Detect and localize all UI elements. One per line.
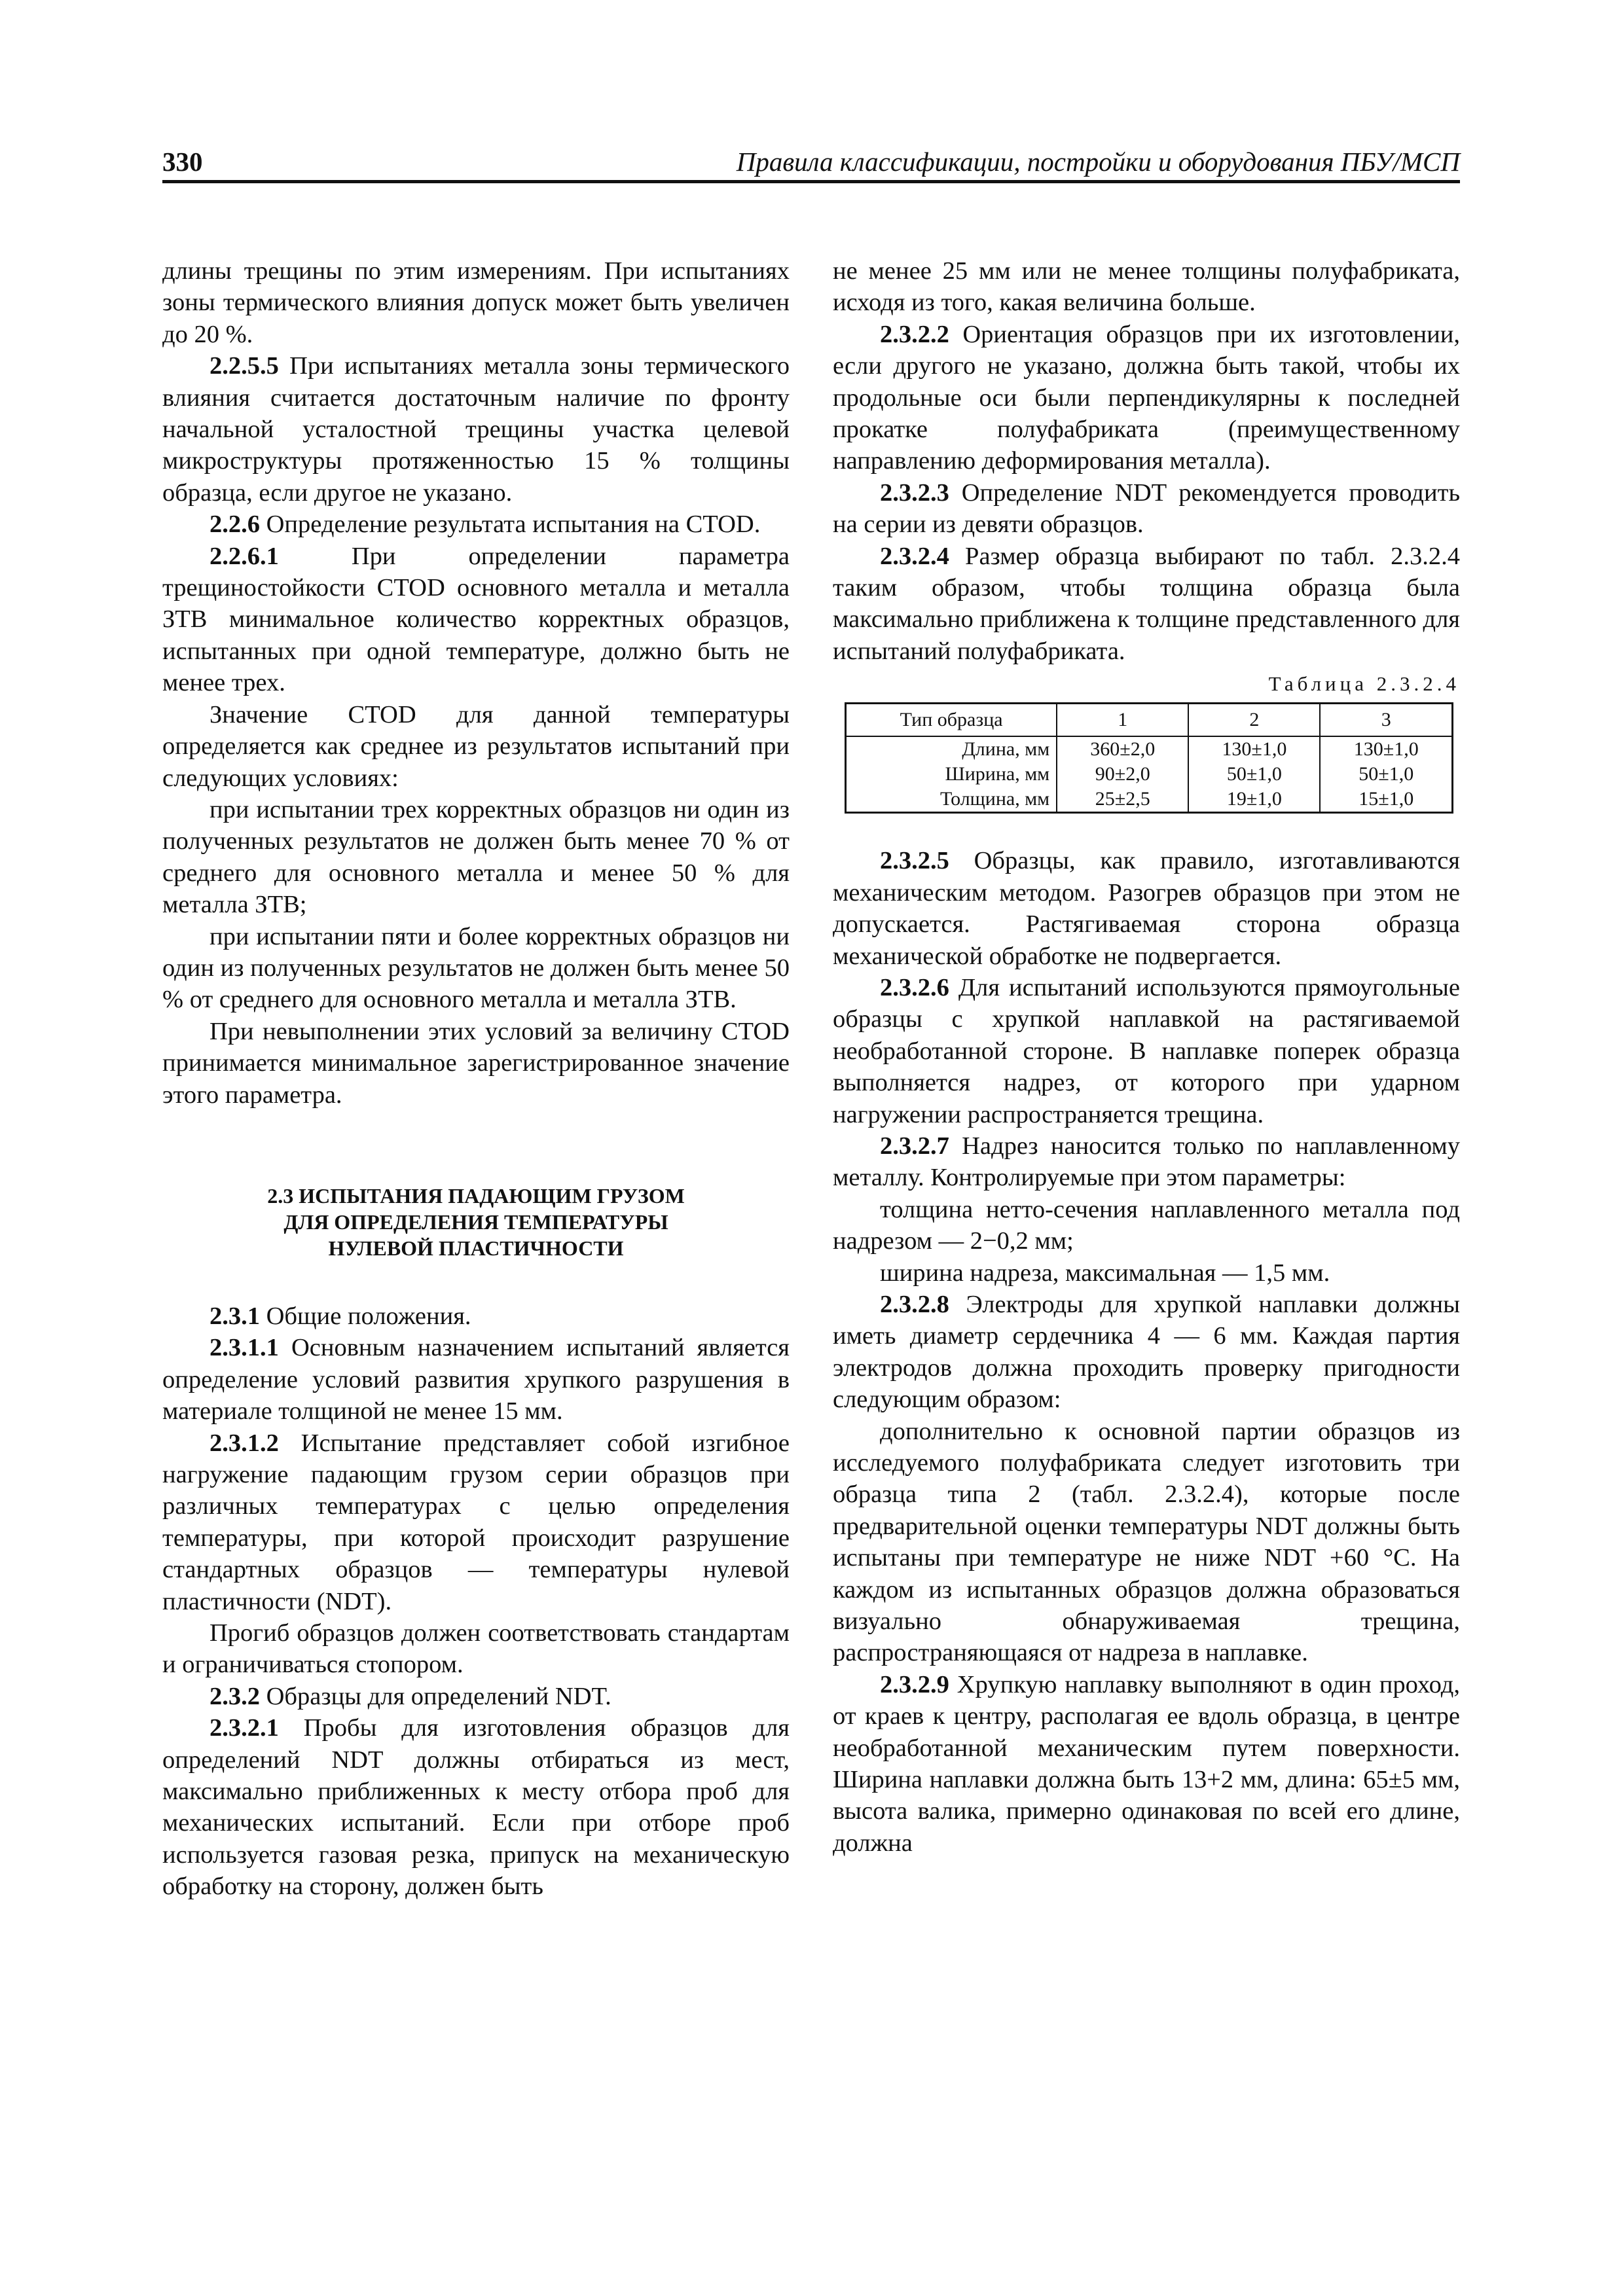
paragraph-text: Общие положения. (260, 1302, 471, 1330)
clause-number: 2.3.2.5 (880, 847, 949, 875)
paragraph: не менее 25 мм или не менее толщины полуфабриката, исходя из того, какая величина больше. (833, 257, 1460, 317)
running-title: Правила классификации, постройки и оборудования ПБУ/МСП (736, 147, 1460, 177)
clause-number: 2.3.2.8 (880, 1290, 949, 1318)
section-title-line: НУЛЕВОЙ ПЛАСТИЧНОСТИ (328, 1236, 624, 1260)
paragraph-text: Образцы для определений NDT. (260, 1682, 611, 1710)
spacer (833, 814, 1460, 845)
paragraph-text: Надрез наносится только по наплавленному металлу. Контролируемые при этом параметры: (833, 1132, 1460, 1192)
paragraph-text: Образцы, как правило, изготавливаются механическим методом. Разогрев образцов при этом не допускается. Растягиваемая сторона образца механической обработке не подвергается. (833, 847, 1460, 970)
clause-number: 2.3.2.1 (210, 1714, 279, 1742)
clause-number: 2.2.6.1 (210, 542, 279, 570)
table-cell: 130±1,0 (1188, 736, 1320, 762)
section-number: 2.3 (267, 1183, 294, 1208)
section-title-line: ДЛЯ ОПРЕДЕЛЕНИЯ ТЕМПЕРАТУРЫ (283, 1210, 668, 1234)
paragraph: Прогиб образцов должен соответствовать стандартам и ограничиваться стопором. (162, 1619, 790, 1679)
page-header (162, 141, 1460, 183)
paragraph: Значение CTOD для данной температуры определяется как среднее из результатов испытаний при следующих условиях: (162, 700, 790, 792)
paragraph-text: Испытание представляет собой изгибное нагружение падающим грузом серии образцов при различных температурах с целью определения температуры, при которой происходит разрушение стандартных образцов — температуры нулевой пластичности (NDT). (162, 1429, 790, 1615)
clause-number: 2.3.1 (210, 1302, 260, 1330)
table-cell: 50±1,0 (1188, 762, 1320, 787)
clause-number: 2.3.2 (210, 1682, 260, 1710)
paragraph-text: При определении параметра трещиностойкости CTOD основного металла и металла ЗТВ минимальное количество корректных образцов, испытанных при одной температуре, должно быть не менее трех. (162, 542, 790, 697)
table-row (846, 787, 1453, 813)
paragraph (162, 1681, 790, 1712)
clause-number: 2.3.1.2 (210, 1429, 279, 1457)
paragraph-text: Основным назначением испытаний является определение условий развития хрупкого разрушения в материале толщиной не менее 15 мм. (162, 1334, 790, 1426)
paragraph (162, 1712, 790, 1902)
paragraph: при испытании трех корректных образцов ни один из полученных результатов не должен быть менее 70 % от среднего для основного металла и менее 50 % для металла ЗТВ; (162, 795, 790, 919)
clause-number: 2.3.2.2 (880, 320, 949, 348)
table-cell: 25±2,5 (1057, 787, 1188, 813)
paragraph: ширина надреза, максимальная — 1,5 мм. (880, 1259, 1330, 1287)
clause-number: 2.3.2.6 (880, 973, 949, 1001)
paragraph (162, 509, 790, 540)
paragraph (833, 1669, 1460, 1859)
paragraph (833, 541, 1460, 668)
document-page (162, 141, 1460, 2189)
spacer (162, 1111, 790, 1183)
paragraph-text: Размер образца выбирают по табл. 2.3.2.4 таким образом, чтобы толщина образца была максимально приближена к толщине представленного для испытаний полуфабриката. (833, 542, 1460, 665)
table-cell: 360±2,0 (1057, 736, 1188, 762)
paragraph (162, 1332, 790, 1427)
table-row-label: Толщина, мм (846, 787, 1057, 813)
paragraph (833, 845, 1460, 972)
paragraph-text: Определение результата испытания на CTOD. (260, 511, 761, 539)
paragraph-text: Для испытаний используются прямоугольные образцы с хрупкой наплавкой на растягиваемой необработанной стороне. В наплавке поперек образца выполняется надрез, от которого при ударном нагружении распространяется трещина. (833, 973, 1460, 1128)
paragraph-text: Хрупкую наплавку выполняют в один проход, от краев к центру, располагая ее вдоль образца, в центре необработанной механическим путем поверхности. Ширина наплавки должна быть 13+2 мм, длина: 65±5 мм, высота валика, примерно одинаковая по всей его длине, должна (833, 1670, 1460, 1857)
paragraph: дополнительно к основной партии образцов из исследуемого полуфабриката следует изготовить три образца типа 2 (табл. 2.3.2.4), которые после предварительной оценки температуры NDT должны быть испытаны при температуре не ниже NDT +60 °C. На каждом из испытанных образцов должна образоваться визуально обнаруживаемая трещина, распространяющаяся от надреза в наплавке. (833, 1417, 1460, 1667)
table-header-cell: 2 (1188, 704, 1320, 737)
right-column (833, 255, 1460, 1859)
clause-number: 2.2.5.5 (210, 352, 279, 380)
paragraph: длины трещины по этим измерениям. При испытаниях зоны термического влияния допуск может быть увеличен до 20 %. (162, 257, 790, 348)
table-row-label: Длина, мм (846, 736, 1057, 762)
paragraph (833, 972, 1460, 1130)
table-cell: 15±1,0 (1320, 787, 1452, 813)
paragraph-text: Пробы для изготовления образцов для определений NDT должны отбираться из мест, максимально приближенных к месту отбора проб для механических испытаний. Если при отборе проб используется газовая резка, припуск на механическую обработку на сторону, должен быть (162, 1714, 790, 1901)
spacer (162, 1261, 790, 1300)
table-header-row (846, 704, 1453, 737)
table-header-cell: Тип образца (846, 704, 1057, 737)
paragraph-text: При испытаниях металла зоны термического влияния считается достаточным наличие по фронту начальной усталостной трещины участка целевой микроструктуры протяженностью 15 % толщины образца, если другое не указано. (162, 352, 790, 507)
paragraph: толщина нетто-сечения наплавленного металла под надрезом — 2−0,2 мм; (833, 1195, 1460, 1255)
table-cell: 50±1,0 (1320, 762, 1452, 787)
clause-number: 2.3.1.1 (210, 1334, 279, 1362)
table-row (846, 736, 1453, 762)
specimen-size-table (845, 702, 1453, 814)
paragraph (162, 350, 790, 509)
paragraph (833, 1130, 1460, 1194)
table-caption: Таблица 2.3.2.4 (1268, 672, 1460, 696)
table-cell: 19±1,0 (1188, 787, 1320, 813)
section-title (162, 1183, 790, 1209)
paragraph-text: Электроды для хрупкой наплавки должны иметь диаметр сердечника 4 — 6 мм. Каждая партия электродов должна проходить проверку пригодности следующим образом: (833, 1290, 1460, 1414)
clause-number: 2.3.2.3 (880, 478, 949, 507)
clause-number: 2.3.2.4 (880, 542, 949, 570)
clause-number: 2.3.2.9 (880, 1670, 949, 1698)
paragraph (833, 477, 1460, 541)
left-column (162, 255, 790, 1903)
paragraph (162, 1427, 790, 1617)
clause-number: 2.3.2.7 (880, 1132, 949, 1160)
table-cell: 90±2,0 (1057, 762, 1188, 787)
page-number: 330 (162, 147, 203, 177)
section-title-line: ИСПЫТАНИЯ ПАДАЮЩИМ ГРУЗОМ (293, 1183, 685, 1208)
clause-number: 2.2.6 (210, 511, 260, 539)
table-row-label: Ширина, мм (846, 762, 1057, 787)
paragraph: При невыполнении этих условий за величину CTOD принимается минимальное зарегистрированное значение этого параметра. (162, 1017, 790, 1109)
table-header-cell: 1 (1057, 704, 1188, 737)
paragraph (833, 1289, 1460, 1416)
paragraph-text: Определение NDT рекомендуется проводить на серии из девяти образцов. (833, 478, 1460, 539)
paragraph-text: Ориентация образцов при их изготовлении, если другого не указано, должна быть такой, чтобы их продольные оси были перпендикулярны к последней прокатке полуфабриката (преимущественному направлению деформирования металла). (833, 320, 1460, 475)
table-header-cell: 3 (1320, 704, 1452, 737)
table-row (846, 762, 1453, 787)
table-cell: 130±1,0 (1320, 736, 1452, 762)
paragraph (833, 319, 1460, 477)
paragraph (162, 1300, 790, 1332)
paragraph: при испытании пяти и более корректных образцов ни один из полученных результатов не должен быть менее 50 % от среднего для основного металла и металла ЗТВ. (162, 922, 790, 1014)
paragraph (162, 541, 790, 699)
